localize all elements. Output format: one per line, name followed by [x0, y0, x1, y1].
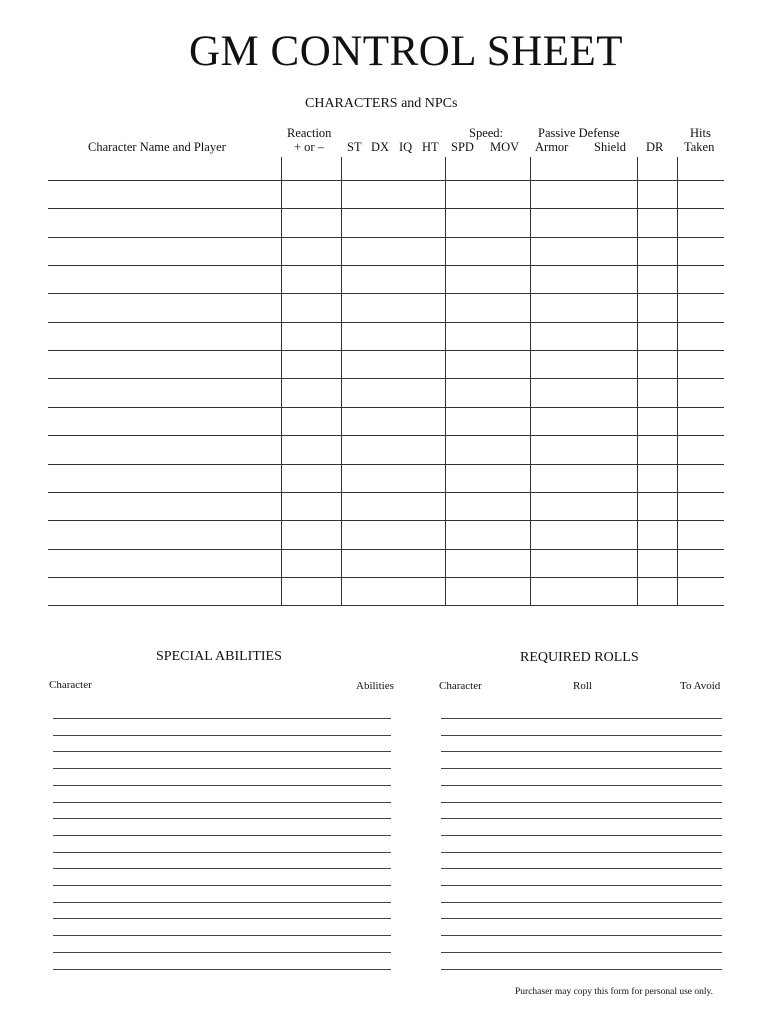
table-bottom-rule: [48, 605, 724, 606]
writing-line: [441, 885, 722, 886]
writing-line: [441, 835, 722, 836]
col-header-mov: MOV: [490, 140, 520, 154]
col-header-iq: IQ: [399, 140, 413, 154]
character-row: [48, 378, 724, 379]
writing-line: [441, 818, 722, 819]
writing-line: [441, 768, 722, 769]
col-header-dx: DX: [371, 140, 390, 154]
col-header-st: ST: [347, 140, 362, 154]
col-header-reaction: Reaction: [287, 126, 332, 140]
character-row: [48, 435, 724, 436]
writing-line: [53, 918, 391, 919]
writing-line: [53, 969, 391, 970]
writing-line: [53, 852, 391, 853]
copy-notice: Purchaser may copy this form for personal use only.: [515, 987, 714, 997]
writing-line: [441, 868, 722, 869]
character-row: [48, 265, 724, 266]
writing-line: [441, 852, 722, 853]
special-abilities-col-abilities: Abilities: [356, 680, 394, 692]
writing-line: [53, 935, 391, 936]
special-abilities-heading: SPECIAL ABILITIES: [156, 649, 282, 664]
writing-line: [53, 818, 391, 819]
writing-line: [441, 718, 722, 719]
writing-line: [441, 751, 722, 752]
column-divider: [281, 157, 282, 605]
column-divider: [637, 157, 638, 605]
col-header-ht: HT: [422, 140, 439, 154]
writing-line: [441, 935, 722, 936]
character-row: [48, 180, 724, 181]
writing-line: [53, 751, 391, 752]
character-row: [48, 492, 724, 493]
column-divider: [677, 157, 678, 605]
character-row: [48, 407, 724, 408]
writing-line: [53, 718, 391, 719]
writing-line: [53, 835, 391, 836]
col-header-shield: Shield: [594, 140, 626, 154]
writing-line: [53, 902, 391, 903]
character-row: [48, 237, 724, 238]
character-row: [48, 208, 724, 209]
writing-line: [53, 735, 391, 736]
writing-line: [441, 735, 722, 736]
col-header-name: Character Name and Player: [88, 140, 226, 154]
writing-line: [53, 768, 391, 769]
col-header-speed: Speed:: [469, 126, 504, 140]
character-row: [48, 322, 724, 323]
column-divider: [530, 157, 531, 605]
character-row: [48, 577, 724, 578]
character-row: [48, 549, 724, 550]
column-divider: [341, 157, 342, 605]
character-row: [48, 520, 724, 521]
required-rolls-col-to-avoid: To Avoid: [680, 680, 721, 692]
writing-line: [441, 902, 722, 903]
writing-line: [53, 802, 391, 803]
writing-line: [53, 785, 391, 786]
required-rolls-col-character: Character: [439, 680, 482, 692]
col-header-dr: DR: [646, 140, 664, 154]
character-row: [48, 293, 724, 294]
writing-line: [441, 952, 722, 953]
character-row: [48, 464, 724, 465]
page-title: GM CONTROL SHEET: [188, 28, 623, 75]
col-header-armor: Armor: [535, 140, 569, 154]
writing-line: [53, 952, 391, 953]
writing-line: [441, 802, 722, 803]
col-header-hits: Hits: [690, 126, 711, 140]
col-header-spd: SPD: [451, 140, 474, 154]
writing-line: [53, 868, 391, 869]
col-header-passive-defense: Passive Defense: [538, 126, 620, 140]
required-rolls-heading: REQUIRED ROLLS: [520, 650, 639, 665]
writing-line: [441, 785, 722, 786]
col-header-reaction-sign: + or –: [294, 140, 324, 154]
characters-heading: CHARACTERS and NPCs: [305, 96, 458, 111]
special-abilities-col-character: Character: [49, 679, 92, 691]
col-header-hits-taken: Taken: [684, 140, 715, 154]
writing-line: [53, 885, 391, 886]
character-row: [48, 350, 724, 351]
writing-line: [441, 918, 722, 919]
column-divider: [445, 157, 446, 605]
required-rolls-col-roll: Roll: [573, 680, 592, 692]
writing-line: [441, 969, 722, 970]
